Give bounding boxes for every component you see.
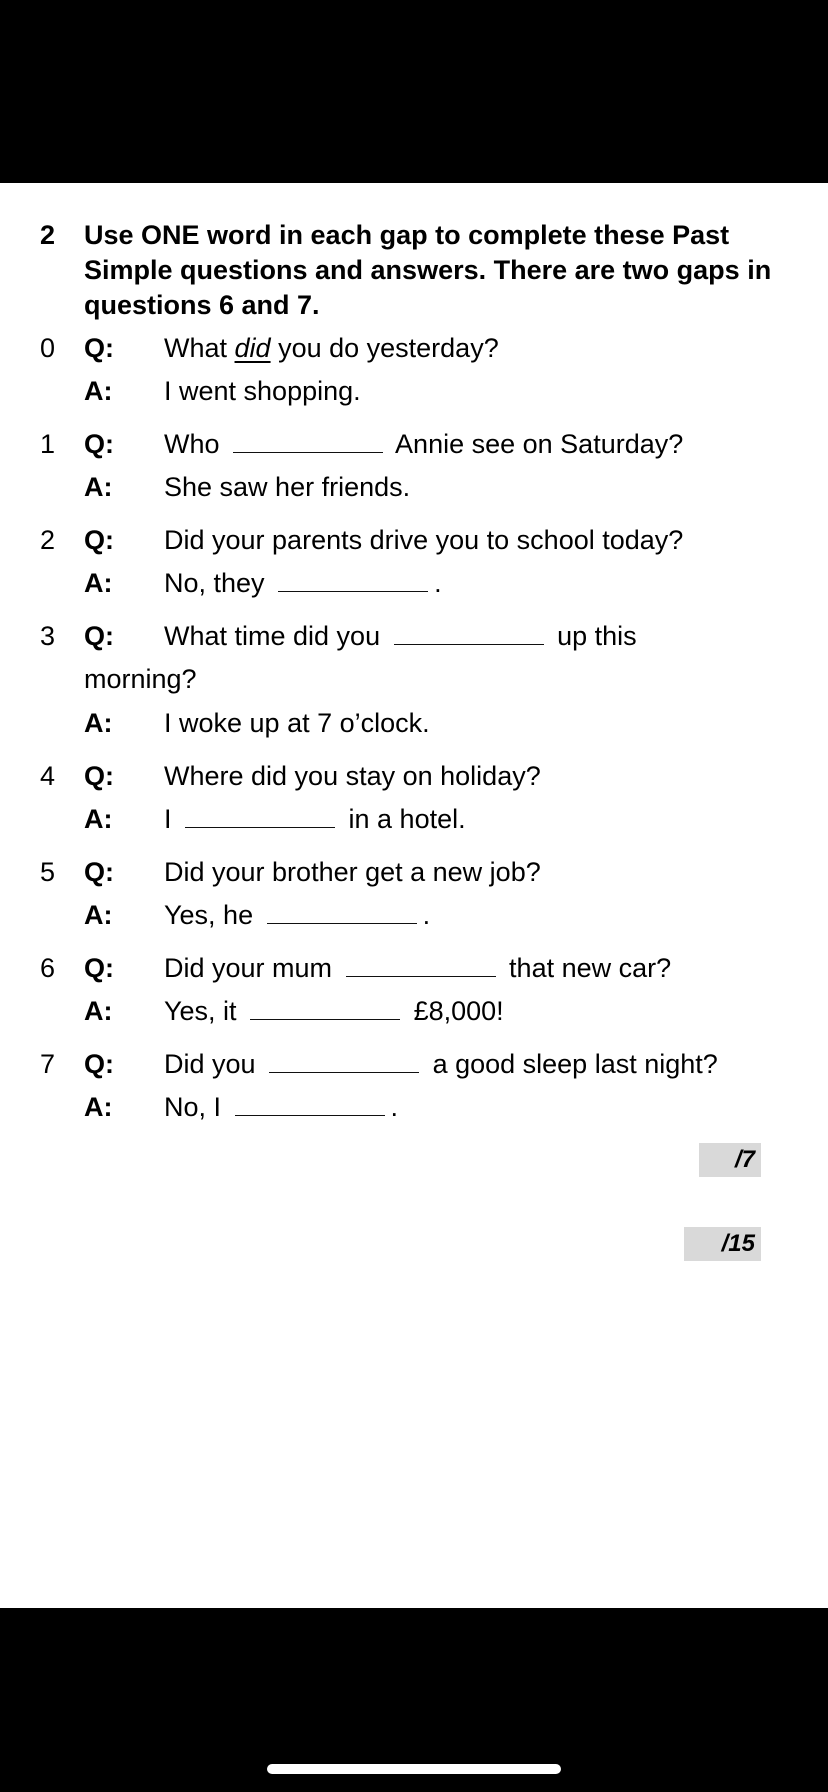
q-label: Q: (84, 1049, 114, 1079)
a-label: A: (84, 708, 113, 738)
question-text: Did you a good sleep last night? (164, 1044, 718, 1084)
item-number: 1 (40, 429, 56, 459)
a-label: A: (84, 900, 113, 930)
answer-text: Yes, he . (164, 895, 430, 935)
answer-row (0, 895, 828, 935)
question-text: Who Annie see on Saturday? (164, 424, 683, 464)
item-number: 0 (40, 333, 56, 363)
a-label: A: (84, 376, 113, 406)
answer-text: I in a hotel. (164, 799, 466, 839)
answer-gap[interactable] (235, 1089, 385, 1116)
question-text: Did your parents drive you to school today? (164, 525, 684, 555)
exercise-score-box: /7 (699, 1143, 761, 1177)
answer-text: She saw her friends. (164, 472, 411, 502)
q-label: Q: (84, 761, 114, 791)
answer-gap[interactable] (233, 426, 383, 453)
exercise-instruction: Use ONE word in each gap to complete these Past Simple questions and answers. There are two gaps in questions 6 and 7. (84, 220, 772, 320)
answer-row (0, 563, 828, 603)
question-text: What did you do yesterday? (164, 333, 499, 363)
question-row (0, 852, 828, 892)
answer-text: I went shopping. (164, 376, 361, 406)
answer-row (0, 467, 828, 507)
a-label: A: (84, 472, 113, 502)
question-row (0, 616, 828, 656)
question-text: Did your brother get a new job? (164, 857, 541, 887)
answer-row (0, 371, 828, 411)
question-row (0, 756, 828, 796)
question-text: Where did you stay on holiday? (164, 761, 541, 791)
answer-gap[interactable] (394, 618, 544, 645)
example-answer: did (234, 333, 271, 363)
answer-gap[interactable] (250, 993, 400, 1020)
item-number: 5 (40, 857, 56, 887)
answer-gap[interactable] (269, 1046, 419, 1073)
a-label: A: (84, 1092, 113, 1122)
question-text: What time did you up this (164, 616, 637, 656)
answer-row (0, 991, 828, 1031)
answer-gap[interactable] (346, 950, 496, 977)
answer-text: No, they . (164, 563, 442, 603)
total-score-box: /15 (684, 1227, 761, 1261)
answer-text: I woke up at 7 o’clock. (164, 708, 430, 738)
question-text-wrap: morning? (84, 664, 197, 694)
item-number: 2 (40, 525, 56, 555)
exercise-number: 2 (40, 220, 56, 250)
item-number: 3 (40, 621, 56, 651)
answer-gap[interactable] (267, 897, 417, 924)
q-label: Q: (84, 429, 114, 459)
question-row (0, 1044, 828, 1084)
q-label: Q: (84, 525, 114, 555)
question-row (0, 424, 828, 464)
a-label: A: (84, 568, 113, 598)
home-indicator[interactable] (267, 1764, 561, 1774)
answer-text: Yes, it £8,000! (164, 991, 504, 1031)
question-row (0, 948, 828, 988)
top-black-bar (0, 0, 828, 183)
item-number: 6 (40, 953, 56, 983)
q-label: Q: (84, 857, 114, 887)
answer-gap[interactable] (185, 801, 335, 828)
q-label: Q: (84, 333, 114, 363)
a-label: A: (84, 996, 113, 1026)
answer-gap[interactable] (278, 565, 428, 592)
q-label: Q: (84, 953, 114, 983)
item-number: 4 (40, 761, 56, 791)
a-label: A: (84, 804, 113, 834)
item-number: 7 (40, 1049, 56, 1079)
answer-text: No, I . (164, 1087, 398, 1127)
answer-row (0, 703, 828, 743)
question-row (0, 328, 828, 368)
question-row (0, 520, 828, 560)
answer-row (0, 799, 828, 839)
q-label: Q: (84, 621, 114, 651)
answer-row (0, 1087, 828, 1127)
question-text: Did your mum that new car? (164, 948, 671, 988)
